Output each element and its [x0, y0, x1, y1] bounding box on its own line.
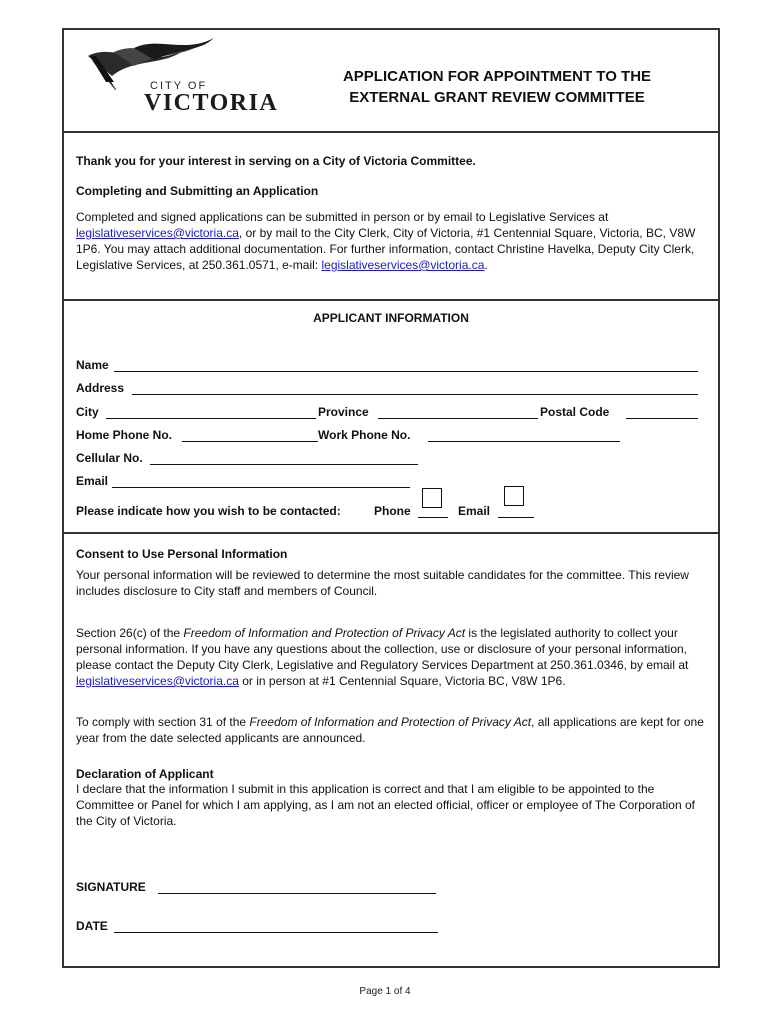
- retention-text-a: To comply with section 31 of the: [76, 715, 250, 729]
- city-label: City: [76, 405, 99, 419]
- declaration-paragraph: I declare that the information I submit in this application is correct and that I am eligible to be appointed to the Committee or Panel for which I am applying, as I am not an elected official, officer or employee of The Corporation of the City of Victoria.: [76, 782, 695, 828]
- postal-code-label: Postal Code: [540, 405, 610, 419]
- address-label: Address: [76, 381, 125, 395]
- consent-heading: Consent to Use Personal Information: [76, 547, 288, 561]
- logo-city-of-text: CITY OF: [150, 80, 208, 92]
- home-phone-label: Home Phone No.: [76, 428, 173, 442]
- cellular-field[interactable]: [150, 464, 418, 465]
- applicant-info-section: [64, 301, 718, 534]
- privacy-text-b: is the legislated authority to collect your personal information. If you have any questions about the collection, use or disclosure of your personal information, please contact the Deputy City Clerk, Legislative and Regulatory Services Department at 250.361.0346, by email at: [76, 626, 689, 672]
- title-line-1: APPLICATION FOR APPOINTMENT TO THE: [342, 68, 652, 85]
- home-phone-field[interactable]: [182, 441, 318, 442]
- province-label: Province: [318, 405, 369, 419]
- contact-email-label: Email: [458, 504, 491, 518]
- application-form: [62, 28, 720, 968]
- declaration-heading: Declaration of Applicant: [76, 767, 214, 781]
- address-field[interactable]: [132, 394, 698, 395]
- contact-phone-underline: [418, 517, 448, 518]
- retention-text-b: , all applications are kept for one year from the date selected applicants are announced.: [76, 715, 704, 745]
- name-field[interactable]: [114, 371, 698, 372]
- submitting-text-b: , or by mail to the City Clerk, City of Victoria, #1 Centennial Square, Victoria, BC, V8W 1P6. You may attach additional documentation. For further information, contact Christine Havelka, Deputy City Clerk, Legislative Services, at 250.361.0571, e-mail:: [76, 226, 696, 272]
- city-of-victoria-logo: [84, 36, 279, 120]
- consent-paragraph: Your personal information will be reviewed to determine the most suitable candidates for the committee. This review includes disclosure to City staff and members of Council.: [76, 568, 689, 598]
- privacy-text-c: or in person at #1 Centennial Square, Victoria BC, V8W 1P6.: [238, 674, 566, 688]
- city-row: [76, 405, 706, 421]
- privacy-text-a: Section 26(c) of the: [76, 626, 184, 640]
- submitting-text-c: .: [484, 258, 488, 272]
- signature-field[interactable]: [158, 893, 436, 894]
- cellular-label: Cellular No.: [76, 451, 143, 465]
- cellular-row: [76, 451, 706, 467]
- contact-email-checkbox[interactable]: [504, 486, 524, 506]
- contact-phone-label: Phone: [374, 504, 411, 518]
- submitting-paragraph: [76, 209, 706, 273]
- date-row: [76, 919, 706, 935]
- applicant-info-heading: APPLICANT INFORMATION: [313, 311, 469, 325]
- city-field[interactable]: [106, 418, 316, 419]
- form-header: [64, 30, 718, 133]
- contact-preference-label: Please indicate how you wish to be contacted:: [76, 504, 341, 518]
- address-row: [76, 381, 706, 397]
- signature-row: [76, 880, 706, 896]
- date-label: DATE: [76, 919, 108, 933]
- privacy-act-name: Freedom of Information and Protection of Privacy Act: [183, 626, 466, 640]
- work-phone-field[interactable]: [428, 441, 620, 442]
- logo-victoria-text: VICTORIA: [144, 90, 279, 116]
- page-title: [292, 66, 702, 108]
- name-label: Name: [76, 358, 109, 372]
- date-field[interactable]: [114, 932, 438, 933]
- thank-you-text: Thank you for your interest in serving on a City of Victoria Committee.: [76, 154, 476, 168]
- province-field[interactable]: [378, 418, 538, 419]
- name-row: [76, 358, 706, 374]
- intro-section: [64, 133, 718, 301]
- consent-section: [64, 534, 718, 966]
- email-link-2[interactable]: legislativeservices@victoria.ca: [321, 258, 485, 272]
- postal-code-field[interactable]: [626, 418, 698, 419]
- retention-paragraph: [76, 714, 706, 746]
- contact-phone-checkbox[interactable]: [422, 488, 442, 508]
- work-phone-label: Work Phone No.: [318, 428, 411, 442]
- privacy-act-paragraph: [76, 625, 706, 689]
- signature-label: SIGNATURE: [76, 880, 146, 894]
- retention-act-name: Freedom of Information and Protection of Privacy Act: [249, 715, 532, 729]
- submitting-text-a: Completed and signed applications can be submitted in person or by email to Legislative Services at: [76, 210, 609, 224]
- title-line-2: EXTERNAL GRANT REVIEW COMMITTEE: [349, 89, 645, 106]
- privacy-email-link[interactable]: legislativeservices@victoria.ca: [76, 674, 239, 688]
- email-field[interactable]: [112, 487, 410, 488]
- email-link[interactable]: legislativeservices@victoria.ca: [76, 226, 239, 240]
- email-row: [76, 474, 706, 490]
- page-number: Page 1 of 4: [359, 986, 411, 997]
- contact-email-underline: [498, 517, 534, 518]
- contact-preference-row: [76, 504, 706, 520]
- submitting-heading: Completing and Submitting an Application: [76, 184, 319, 198]
- phone-row: [76, 428, 706, 444]
- email-label: Email: [76, 474, 109, 488]
